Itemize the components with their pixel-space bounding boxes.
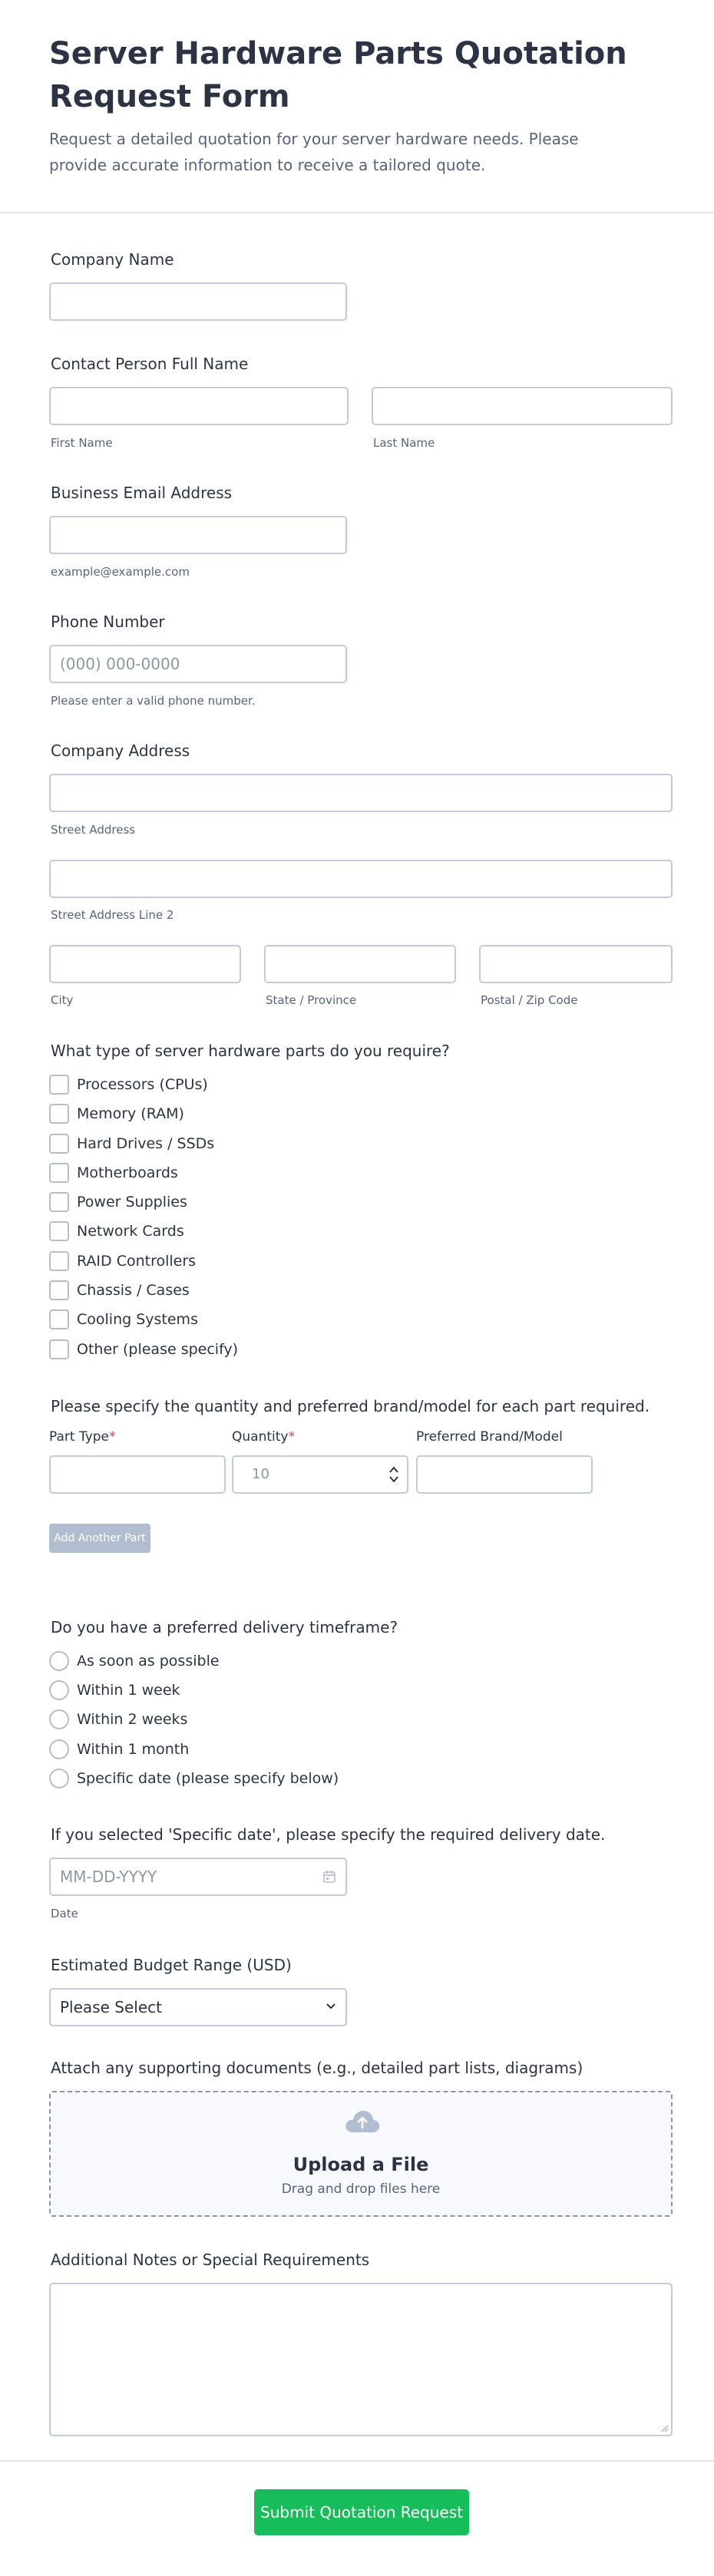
date-input[interactable] — [49, 1858, 347, 1896]
city-sublabel: City — [51, 993, 74, 1007]
calendar-icon[interactable] — [322, 1870, 336, 1884]
last-name-sublabel: Last Name — [373, 436, 435, 450]
checkbox-label-raid: RAID Controllers — [77, 1253, 197, 1270]
brand-model-input[interactable] — [416, 1455, 593, 1494]
col-quantity-text: Quantity — [232, 1429, 289, 1445]
form-title: Server Hardware Parts Quotation Request Form — [49, 36, 627, 114]
first-name-sublabel: First Name — [51, 436, 113, 450]
quantity-value: 10 — [252, 1466, 269, 1482]
checkbox-drives[interactable] — [49, 1134, 69, 1154]
company-name-input[interactable] — [49, 282, 347, 321]
email-input[interactable] — [49, 516, 347, 554]
date-sublabel: Date — [51, 1907, 78, 1920]
radio-2-weeks[interactable] — [49, 1709, 69, 1729]
budget-selected-value: Please Select — [60, 1998, 162, 2016]
checkbox-label-cooling: Cooling Systems — [77, 1311, 198, 1328]
checkbox-power-supplies[interactable] — [49, 1192, 69, 1212]
phone-label: Phone Number — [51, 613, 165, 631]
city-input[interactable] — [49, 945, 241, 983]
notes-label: Additional Notes or Special Requirements — [51, 2251, 370, 2269]
phone-placeholder: (000) 000-0000 — [60, 655, 180, 673]
upload-title: Upload a File — [293, 2154, 429, 2175]
part-type-input[interactable] — [49, 1455, 226, 1494]
file-upload-dropzone[interactable] — [49, 2091, 673, 2217]
street-address-2-input[interactable] — [49, 860, 673, 898]
checkbox-label-network-cards: Network Cards — [77, 1223, 184, 1240]
col-part-type-text: Part Type — [49, 1429, 110, 1445]
first-name-input[interactable] — [49, 387, 349, 425]
street-address-2-sublabel: Street Address Line 2 — [51, 908, 174, 922]
stepper-arrows-icon[interactable] — [388, 1465, 399, 1485]
parts-type-label: What type of server hardware parts do you require? — [51, 1042, 450, 1060]
checkbox-label-chassis: Chassis / Cases — [77, 1282, 190, 1299]
attachments-label: Attach any supporting documents (e.g., detailed part lists, diagrams) — [51, 2059, 583, 2077]
company-name-label: Company Name — [51, 250, 174, 269]
required-mark: * — [288, 1429, 295, 1445]
quantity-stepper[interactable] — [232, 1455, 408, 1494]
email-label: Business Email Address — [51, 484, 233, 502]
contact-name-label: Contact Person Full Name — [51, 355, 249, 373]
resize-handle-icon[interactable] — [661, 2425, 669, 2432]
upload-hint: Drag and drop files here — [281, 2181, 441, 2197]
add-another-part-button[interactable]: Add Another Part — [49, 1524, 150, 1553]
zip-input[interactable] — [479, 945, 673, 983]
checkbox-cooling[interactable] — [49, 1309, 69, 1329]
checkbox-label-ram: Memory (RAM) — [77, 1105, 184, 1122]
phone-sublabel: Please enter a valid phone number. — [51, 694, 256, 708]
checkbox-motherboards[interactable] — [49, 1163, 69, 1183]
col-part-type-header — [49, 1428, 116, 1446]
checkbox-network-cards[interactable] — [49, 1221, 69, 1241]
col-quantity-header — [232, 1428, 295, 1446]
date-placeholder: MM-DD-YYYY — [60, 1868, 157, 1886]
col-brand-header: Preferred Brand/Model — [416, 1429, 563, 1445]
radio-1-month[interactable] — [49, 1739, 69, 1759]
checkbox-chassis[interactable] — [49, 1280, 69, 1300]
street-address-input[interactable] — [49, 774, 673, 812]
radio-specific-date[interactable] — [49, 1769, 69, 1788]
state-input[interactable] — [264, 945, 456, 983]
checkbox-label-drives: Hard Drives / SSDs — [77, 1135, 215, 1152]
form-description: Request a detailed quotation for your server hardware needs. Please provide accurate information to receive a tailored quote. — [49, 130, 579, 174]
footer-divider — [0, 2460, 714, 2462]
checkbox-label-cpus: Processors (CPUs) — [77, 1076, 208, 1093]
checkbox-label-motherboards: Motherboards — [77, 1164, 178, 1181]
checkbox-ram[interactable] — [49, 1104, 69, 1124]
state-sublabel: State / Province — [266, 993, 357, 1007]
checkbox-label-other: Other (please specify) — [77, 1341, 239, 1358]
checkbox-raid[interactable] — [49, 1251, 69, 1271]
notes-textarea[interactable] — [49, 2283, 673, 2436]
radio-label-specific-date: Specific date (please specify below) — [77, 1770, 339, 1787]
last-name-input[interactable] — [372, 387, 673, 425]
budget-label: Estimated Budget Range (USD) — [51, 1956, 292, 1974]
checkbox-cpus[interactable] — [49, 1075, 69, 1095]
radio-label-1-month: Within 1 month — [77, 1741, 190, 1758]
radio-label-2-weeks: Within 2 weeks — [77, 1711, 188, 1728]
phone-input[interactable] — [49, 645, 347, 683]
delivery-label: Do you have a preferred delivery timeframe? — [51, 1618, 398, 1636]
specific-date-label: If you selected 'Specific date', please specify the required delivery date. — [51, 1825, 606, 1844]
cloud-upload-icon — [344, 2108, 381, 2134]
checkbox-label-power-supplies: Power Supplies — [77, 1194, 187, 1210]
checkbox-other[interactable] — [49, 1339, 69, 1359]
street-address-sublabel: Street Address — [51, 823, 136, 837]
radio-asap[interactable] — [49, 1651, 69, 1671]
radio-label-asap: As soon as possible — [77, 1653, 220, 1669]
required-mark: * — [109, 1429, 116, 1445]
chevron-down-icon[interactable] — [326, 2003, 336, 2010]
submit-button[interactable]: Submit Quotation Request — [254, 2489, 469, 2535]
zip-sublabel: Postal / Zip Code — [481, 993, 578, 1007]
parts-table-label: Please specify the quantity and preferred brand/model for each part required. — [51, 1397, 650, 1415]
header-divider — [0, 212, 714, 213]
radio-1-week[interactable] — [49, 1680, 69, 1700]
radio-label-1-week: Within 1 week — [77, 1682, 180, 1699]
email-sublabel: example@example.com — [51, 565, 190, 579]
budget-select[interactable] — [49, 1988, 347, 2026]
address-label: Company Address — [51, 741, 190, 760]
